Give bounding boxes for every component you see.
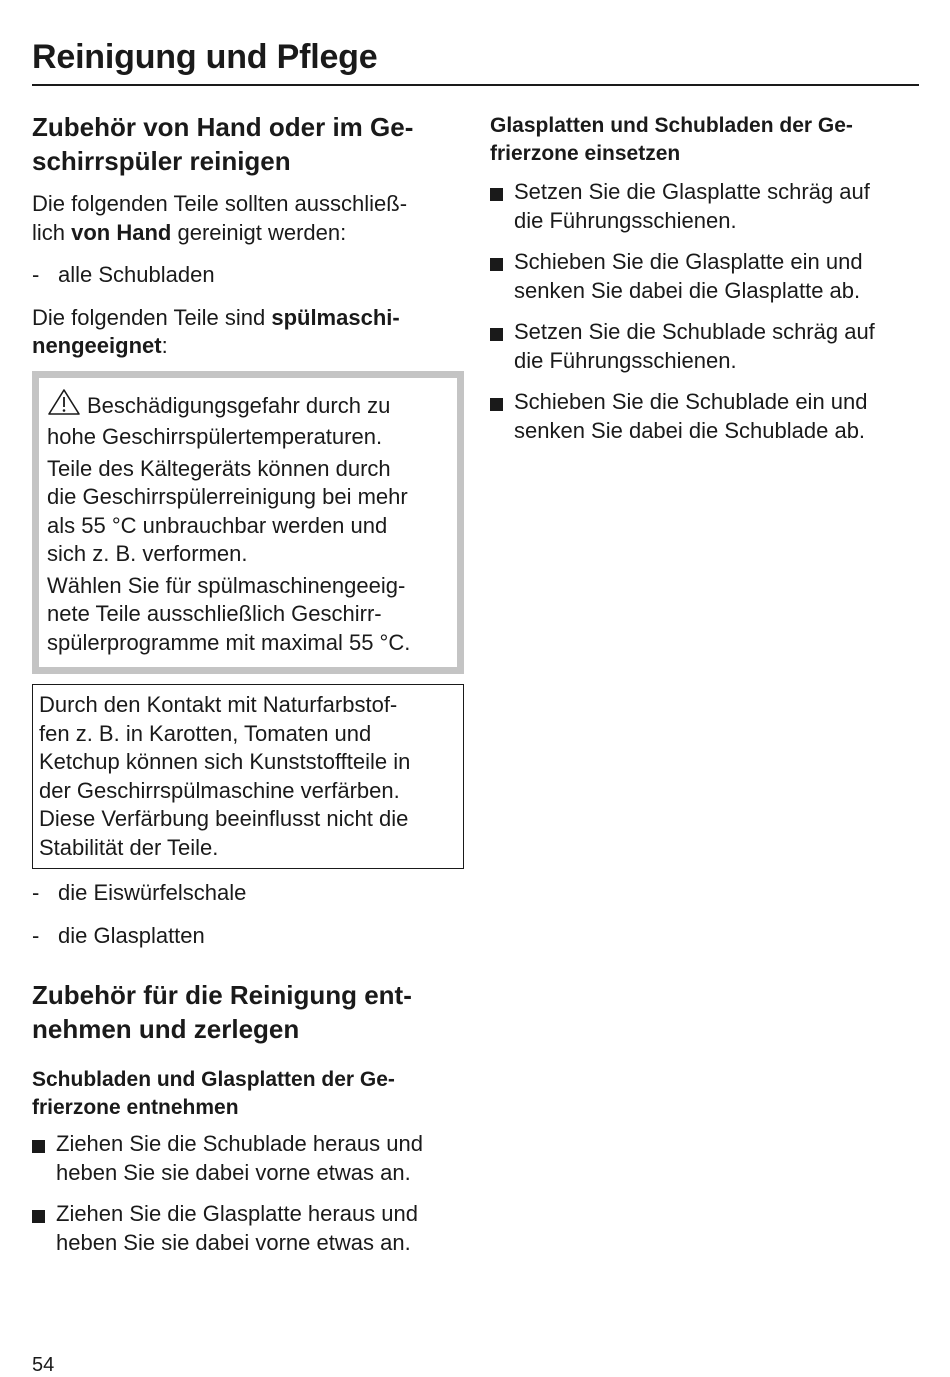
intro-text: Die folgenden Teile sollten ausschließ- lich von Hand gereinigt werden: bbox=[32, 191, 408, 245]
warning-paragraph-2: Wählen Sie für spülmaschinengeeig- nete Teile ausschließlich Geschirr- spülerprogramme mit maximal 55 °C. bbox=[47, 572, 411, 655]
dash-bullet: - bbox=[32, 880, 40, 905]
left-column bbox=[32, 110, 464, 1257]
section-heading-clean-by-hand: Zubehör von Hand oder im Ge- schirrspüler reinigen bbox=[32, 112, 414, 176]
info-text: Durch den Kontakt mit Naturfarbstof- fen z. B. in Karotten, Tomaten und Ketchup können sich Kunststoffteile in der Geschirrspülmaschine verfärben. Diese Verfärbung beeinflusst nicht die Stabilität der Teile. bbox=[39, 692, 411, 860]
warning-triangle-icon bbox=[47, 388, 81, 424]
instruction-step: Ziehen Sie die Schublade heraus und heben Sie sie dabei vorne etwas an. bbox=[32, 1130, 464, 1187]
right-column bbox=[490, 112, 920, 445]
list-item: - die Glasplatten bbox=[32, 922, 464, 951]
square-bullet-icon bbox=[490, 328, 503, 341]
dash-bullet: - bbox=[32, 262, 40, 287]
square-bullet-icon bbox=[32, 1210, 45, 1223]
list-item: - die Eiswürfelschale bbox=[32, 879, 464, 908]
list-item: - alle Schubladen bbox=[32, 261, 464, 290]
page-number: 54 bbox=[32, 1354, 55, 1376]
section-heading-remove-accessories: Zubehör für die Reinigung ent- nehmen und zerlegen bbox=[32, 980, 412, 1044]
title-rule bbox=[32, 84, 919, 86]
instruction-step: Schieben Sie die Glasplatte ein und senken Sie dabei die Glasplatte ab. bbox=[490, 248, 920, 305]
square-bullet-icon bbox=[32, 1140, 45, 1153]
subheading-insert-drawers: Glasplatten und Schubladen der Ge- frierzone einsetzen bbox=[490, 114, 853, 165]
warning-paragraph-1: Teile des Kältegeräts können durch die Geschirrspülerreinigung bei mehr als 55 °C unbrauchbar werden und sich z. B. verformen. bbox=[47, 455, 408, 566]
instruction-step: Ziehen Sie die Glasplatte heraus und heben Sie sie dabei vorne etwas an. bbox=[32, 1200, 464, 1257]
subheading-remove-drawers: Schubladen und Glasplatten der Ge- frierzone entnehmen bbox=[32, 1068, 395, 1119]
info-box bbox=[32, 684, 464, 869]
square-bullet-icon bbox=[490, 188, 503, 201]
instruction-step: Setzen Sie die Schublade schräg auf die Führungsschienen. bbox=[490, 318, 920, 375]
instruction-step: Schieben Sie die Schublade ein und senken Sie dabei die Schublade ab. bbox=[490, 388, 920, 445]
warning-box bbox=[32, 371, 464, 675]
square-bullet-icon bbox=[490, 258, 503, 271]
square-bullet-icon bbox=[490, 398, 503, 411]
warning-title: Beschädigungsgefahr durch zu hohe Geschirrspülertemperaturen. bbox=[47, 388, 449, 452]
instruction-step: Setzen Sie die Glasplatte schräg auf die Führungsschienen. bbox=[490, 178, 920, 235]
page-title: Reinigung und Pflege bbox=[32, 38, 378, 76]
dishwasher-intro-text: Die folgenden Teile sind spülmaschi- nengeeignet: bbox=[32, 304, 400, 358]
dash-bullet: - bbox=[32, 922, 40, 948]
